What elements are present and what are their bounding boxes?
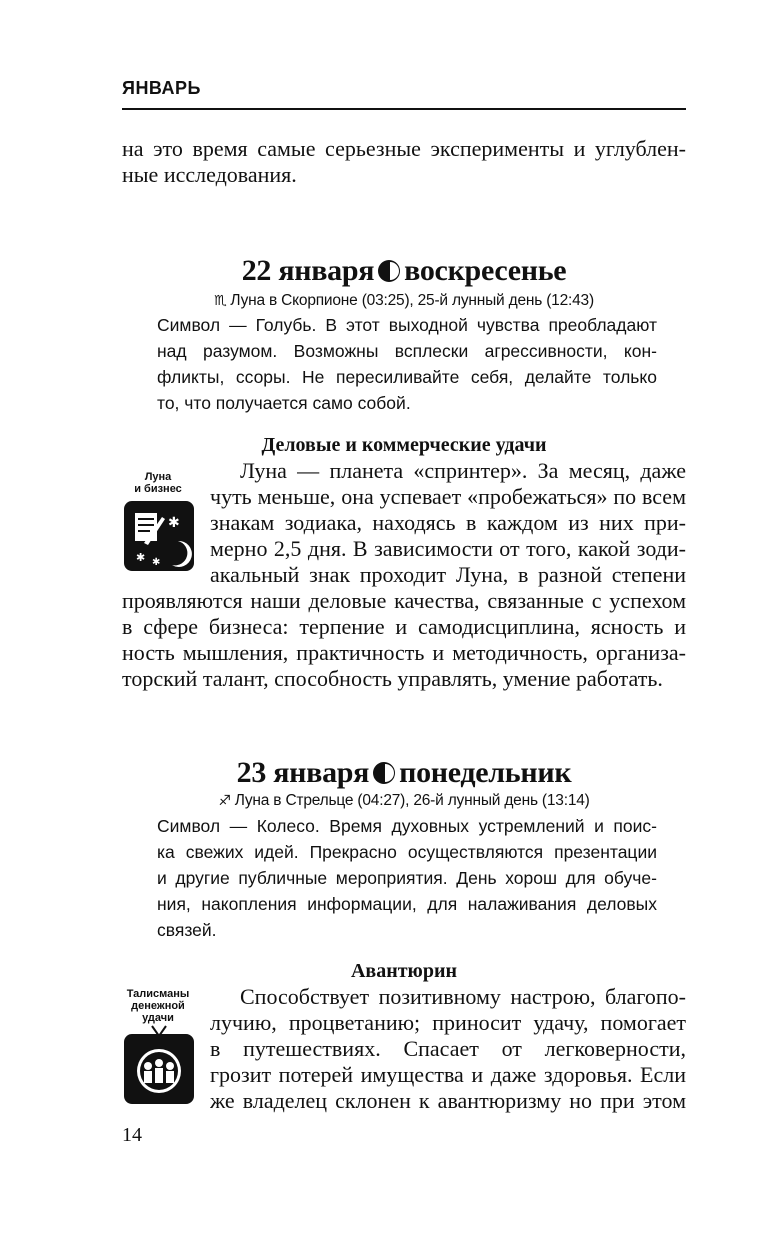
text-line: на это время самые серьезные эксперименты и углублен- [122, 136, 686, 161]
text-line: то, что получается само собой. [157, 393, 411, 413]
running-head: ЯНВАРЬ [122, 78, 201, 98]
text-line: ные исследования. [122, 162, 297, 187]
badge-label: и бизнес [134, 483, 182, 495]
svg-text:✱: ✱ [152, 557, 161, 568]
header-rule [122, 108, 686, 110]
text-line: связей. [157, 920, 217, 940]
text-line: знакам зодиака, находясь в каждом из них при- [210, 510, 686, 535]
text-line: грозит потерей имущества и даже здоровья. Если [210, 1062, 686, 1087]
aventurine-paragraph [210, 984, 686, 1114]
sagittarius-icon: ♐ [218, 792, 231, 808]
text-line: чуть меньше, она успевает «пробежаться» по всем [210, 484, 686, 509]
badge-label: денежной [131, 1000, 185, 1012]
day-23-title [122, 756, 686, 790]
business-paragraph-full [122, 588, 686, 692]
text-line: акальный знак проходит Луна, в разной степени [210, 562, 686, 587]
moon-info-text: Луна в Скорпионе (03:25), 25-й лунный день (12:43) [230, 292, 594, 309]
text-line: над разумом. Возможны всплески агрессивности, кон- [157, 341, 657, 361]
text-line: ния, накопления информации, для налаживания деловых [157, 894, 657, 914]
day-22-moon-info [122, 292, 686, 310]
section-heading-aventurine: Авантюрин [350, 960, 458, 982]
badge-label: Луна [144, 471, 172, 483]
badge-label: Талисманы [126, 988, 190, 1000]
badge-label: удачи [142, 1012, 174, 1024]
svg-text:✱: ✱ [168, 515, 180, 531]
moon-business-icon [122, 499, 196, 573]
intro-paragraph [122, 136, 686, 188]
text-line: мерно 2,5 дня. В зависимости от того, какой зоди- [210, 536, 686, 561]
day-22-date: 22 января [241, 254, 375, 287]
text-line: торский талант, способность управлять, умение работать. [122, 666, 663, 691]
business-paragraph-wrapped [210, 458, 686, 588]
day-22-weekday: воскресенье [404, 254, 567, 287]
day-22-title [122, 254, 686, 288]
text-line: проявляются наши деловые качества, связанные с успехом [122, 588, 686, 613]
moon-phase-icon [373, 762, 395, 784]
text-line: и другие публичные мероприятия. День хорош для обуче- [157, 868, 657, 888]
text-line: Символ — Голубь. В этот выходной чувства преобладают [157, 315, 657, 335]
day-23-moon-info [122, 792, 686, 810]
text-line: фликты, ссоры. Не пересиливайте себя, делайте только [157, 367, 657, 387]
talisman-icon [122, 1024, 196, 1108]
text-line: Способствует позитивному настрою, благопо- [240, 984, 686, 1009]
scorpio-icon: ♏ [214, 292, 227, 308]
day-22-body [157, 312, 657, 416]
text-line: в путешествиях. Спасает от легковерности, [210, 1036, 686, 1061]
text-line: Луна — планета «спринтер». За месяц, даже [240, 458, 686, 483]
text-line: ность мышления, практичность и методичность, организа- [122, 640, 686, 665]
moon-info-text: Луна в Стрельце (04:27), 26-й лунный день (13:14) [234, 792, 590, 809]
page-number: 14 [122, 1124, 142, 1146]
talisman-badge [118, 988, 198, 1108]
moon-business-badge [118, 471, 198, 573]
text-line: лучию, процветанию; приносит удачу, помогает [210, 1010, 686, 1035]
day-23-weekday: понедельник [399, 756, 572, 789]
text-line: Символ — Колесо. Время духовных устремлений и поис- [157, 816, 657, 836]
section-heading-business: Деловые и коммерческие удачи [261, 434, 547, 456]
text-line: же владелец склонен к авантюризму но при этом [210, 1088, 686, 1113]
moon-phase-icon [378, 260, 400, 282]
day-23-date: 23 января [236, 756, 370, 789]
text-line: ка свежих идей. Прекрасно осуществляются презентации [157, 842, 657, 862]
svg-text:✱: ✱ [136, 551, 146, 564]
text-line: в сфере бизнеса: терпение и самодисциплина, ясность и [122, 614, 686, 639]
day-23-body [157, 813, 657, 943]
